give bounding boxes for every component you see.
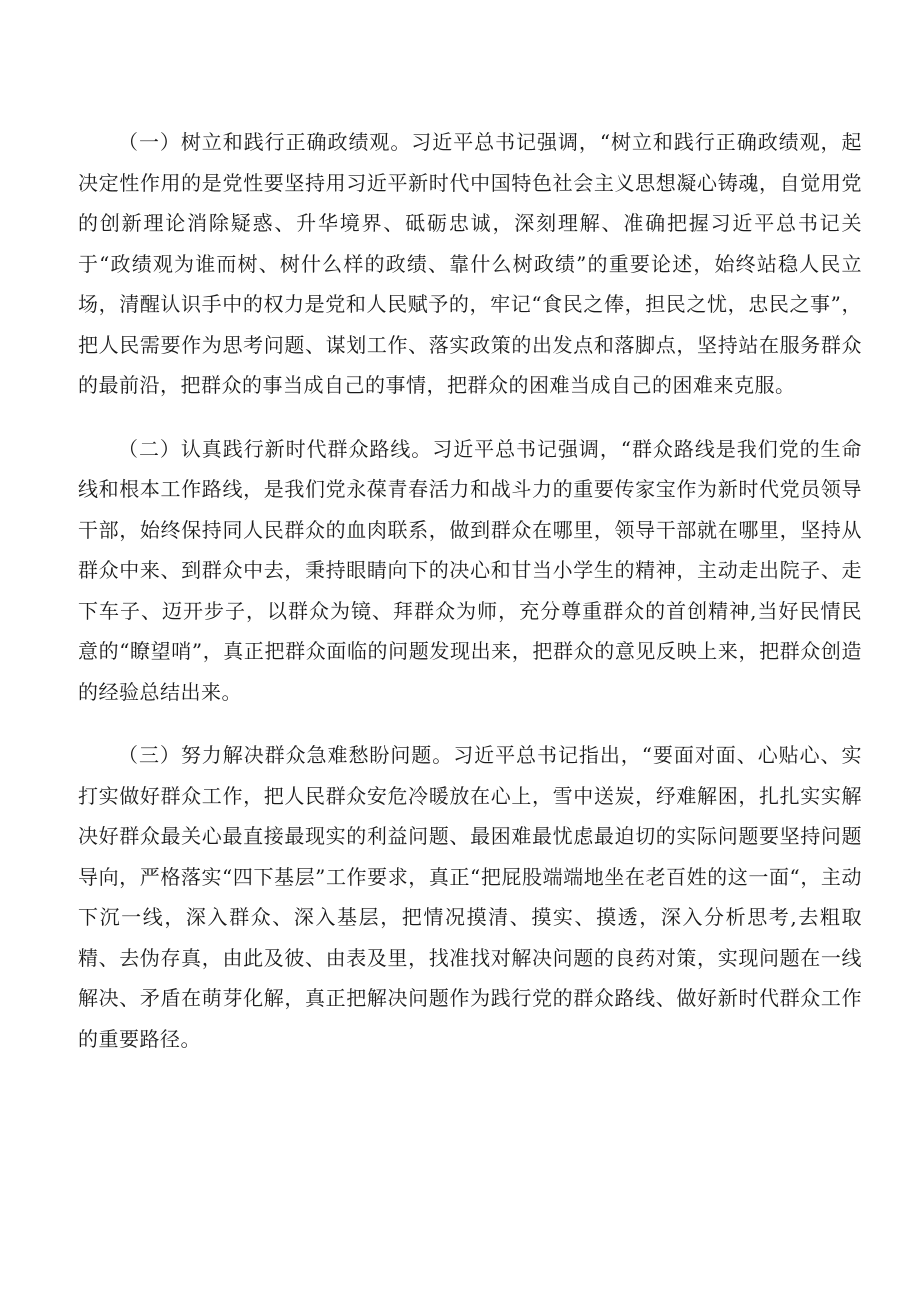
paragraph-3: （三）努力解决群众急难愁盼问题。习近平总书记指出，“要面对面、心贴心、实打实做好群众工作，把人民群众安危冷暖放在心上，雪中送炭，纾难解困，扎扎实实解决好群众最关心最直接最现实的利益问题、最困难最忧虑最迫切的实际问题要坚持问题导向，严格落实“四下基层”工作要求，真正“把屁股端端地坐在老百姓的这一面“，主动下沉一线，深入群众、深入基层，把情况摸清、摸实、摸透，深入分析思考,去粗取精、去伪存真，由此及彼、由表及里，找准找对解决问题的良药对策，实现问题在一线解决、矛盾在萌芽化解，真正把解决问题作为践行党的群众路线、做好新时代群众工作的重要路径。: [78, 743, 862, 1051]
paragraph-2: （二）认真践行新时代群众路线。习近平总书记强调，“群众路线是我们党的生命线和根本工作路线，是我们党永葆青春活力和战斗力的重要传家宝作为新时代党员领导干部，始终保持同人民群众的血肉联系，做到群众在哪里，领导干部就在哪里，坚持从群众中来、到群众中去，秉持眼睛向下的决心和甘当小学生的精神，主动走出院子、走下车子、迈开步子，以群众为镜、拜群众为师，充分尊重群众的首创精神,当好民情民意的“瞭望哨”，真正把群众面临的问题发现出来，把群众的意见反映上来，把群众创造的经验总结出来。: [78, 436, 862, 704]
document-body: [78, 122, 862, 1059]
paragraph-1: （一）树立和践行正确政绩观。习近平总书记强调，“树立和践行正确政绩观，起决定性作用的是党性要坚持用习近平新时代中国特色社会主义思想凝心铸魂，自觉用党的创新理论消除疑惑、升华境界、砥砺忠诚，深刻理解、准确把握习近平总书记关于“政绩观为谁而树、树什么样的政绩、靠什么树政绩”的重要论述，始终站稳人民立场，清醒认识手中的权力是党和人民赋予的，牢记“食民之俸，担民之忧，忠民之事”，把人民需要作为思考问题、谋划工作、落实政策的出发点和落脚点，坚持站在服务群众的最前沿，把群众的事当成自己的事情，把群众的困难当成自己的困难来克服。: [78, 130, 862, 397]
